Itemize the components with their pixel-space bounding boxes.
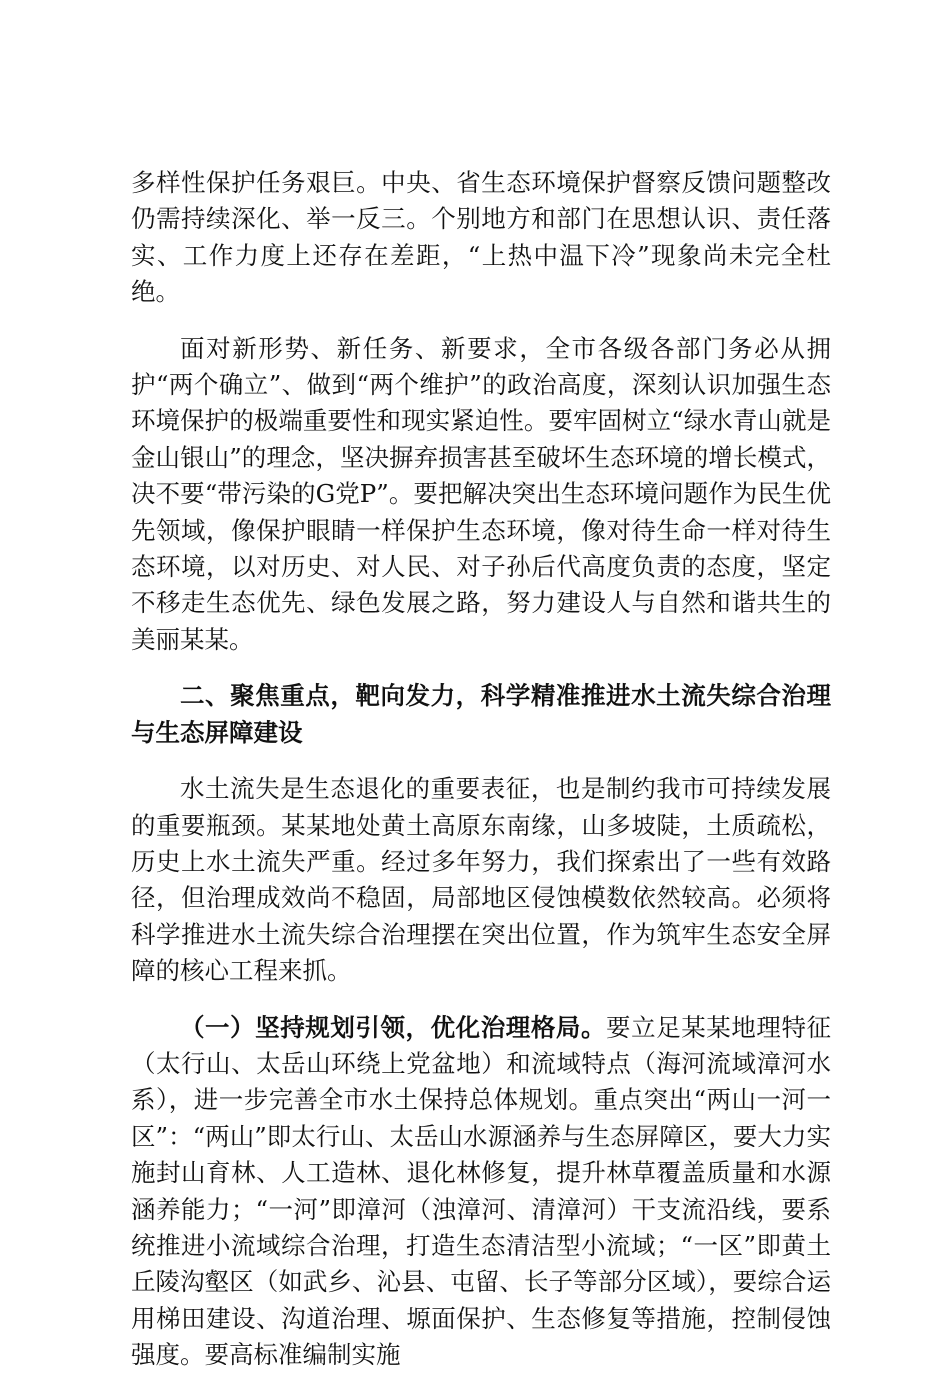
paragraph-gap <box>131 751 831 771</box>
paragraph-4-body: 要立足某某地理特征（太行山、太岳山环绕上党盆地）和流域特点（海河流域漳河水系），进一步完善全市水土保持总体规划。重点突出“两山一河一区”：“两山”即太行山、太岳山水源涵养与生态屏障区，要大力实施封山育林、人工造林、退化林修复，提升林草覆盖质量和水源涵养能力；“一河”即漳河（浊漳河、清漳河）干支流沿线，要系统推进小流域综合治理，打造生态清洁型小流域；“一区”即黄土丘陵沟壑区（如武乡、沁县、屯留、长子等部分区域），要综合运用梯田建设、沟道治理、塬面保护、生态修复等措施，控制侵蚀强度。要高标准编制实施 <box>131 1012 832 1370</box>
paragraph-gap <box>131 658 831 678</box>
section-heading-2: 二、聚焦重点，靶向发力，科学精准推进水土流失综合治理与生态屏障建设 <box>131 681 831 747</box>
paragraph-gap <box>131 311 831 331</box>
paragraph-2: 面对新形势、新任务、新要求，全市各级各部门务必从拥护“两个确立”、做到“两个维护”的政治高度，深刻认识加强生态环境保护的极端重要性和现实紧迫性。要牢固树立“绿水青山就是金山银山”的理念，坚决摒弃损害甚至破坏生态环境的增长模式，决不要“带污染的G党P”。要把解决突出生态环境问题作为民生优先领域，像保护眼睛一样保护生态环境，像对待生命一样对待生态环境，以对历史、对人民、对子孙后代高度负责的态度，坚定不移走生态优先、绿色发展之路，努力建设人与自然和谐共生的美丽某某。 <box>131 333 831 654</box>
paragraph-4 <box>131 1010 831 1374</box>
paragraph-3: 水土流失是生态退化的重要表征，也是制约我市可持续发展的重要瓶颈。某某地处黄土高原东南缘，山多坡陡，土质疏松，历史上水土流失严重。经过多年努力，我们探索出了一些有效路径，但治理成效尚不稳固，局部地区侵蚀模数依然较高。必须将科学推进水土流失综合治理摆在突出位置，作为筑牢生态安全屏障的核心工程来抓。 <box>131 774 831 986</box>
paragraph-gap <box>131 990 831 1010</box>
paragraph-1: 多样性保护任务艰巨。中央、省生态环境保护督察反馈问题整改仍需持续深化、举一反三。个别地方和部门在思想认识、责任落实、工作力度上还存在差距，“上热中温下冷”现象尚未完全杜绝。 <box>131 168 831 307</box>
subsection-lead: （一）坚持规划引领，优化治理格局。 <box>180 1012 607 1042</box>
document-body <box>131 165 831 1374</box>
